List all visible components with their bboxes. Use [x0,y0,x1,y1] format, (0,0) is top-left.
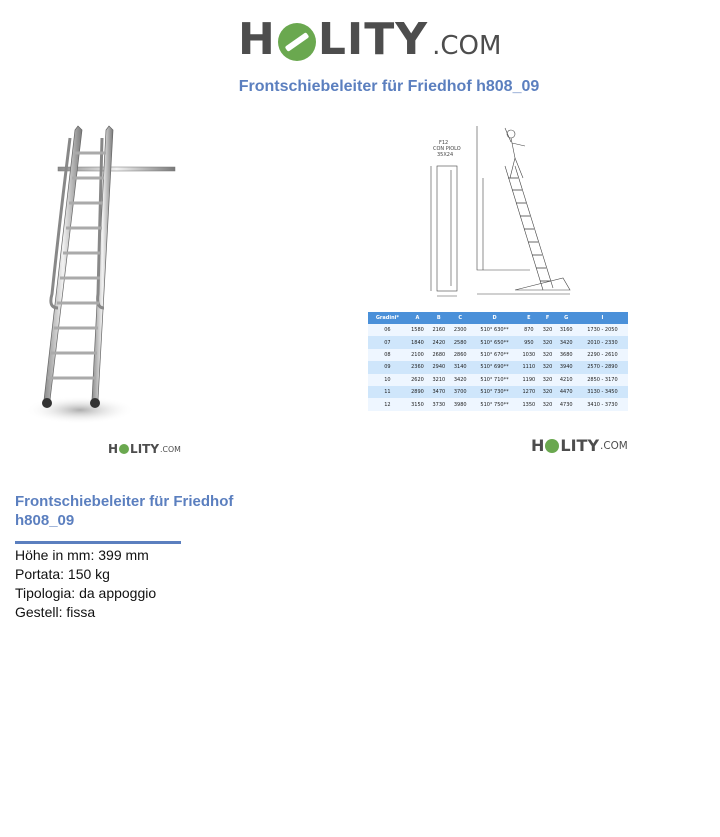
table-cell: 1580 [407,324,428,336]
table-cell: 510° 670** [471,349,518,361]
table-cell: 510° 650** [471,336,518,348]
table-cell: 510° 690** [471,361,518,373]
holity-logo[interactable] [238,12,501,68]
table-cell: 2360 [407,361,428,373]
table-cell: 09 [368,361,407,373]
spec-capacity: Portata: 150 kg [15,566,110,582]
spec-type: Tipologia: da appoggio [15,585,157,601]
table-cell: 510° 630** [471,324,518,336]
page-title: Frontschiebeleiter für Friedhof h808_09 [238,78,540,95]
spec-height: Höhe in mm: 399 mm [15,547,149,563]
table-cell: 320 [540,361,556,373]
table-header-row [368,312,628,324]
table-header-cell: Gradini* [368,312,407,324]
table-cell: 320 [540,374,556,386]
table-cell: 950 [518,336,539,348]
table-cell: 2300 [450,324,471,336]
table-cell: 2010 - 2330 [577,336,628,348]
table-cell: 510° 710** [471,374,518,386]
logo-o-icon [278,23,316,61]
table-row [368,324,628,336]
table-row [368,386,628,398]
logo-suffix: .COM [432,31,502,61]
table-cell: 510° 730** [471,386,518,398]
table-row [368,374,628,386]
ladder-photo [20,118,200,433]
table-cell: 320 [540,336,556,348]
table-cell: 1270 [518,386,539,398]
table-header-cell: A [407,312,428,324]
table-cell: 1190 [518,374,539,386]
table-row [368,336,628,348]
table-header-cell: C [450,312,471,324]
spec-frame: Gestell: fissa [15,604,96,620]
table-row [368,361,628,373]
table-cell: 510° 750** [471,398,518,410]
table-header-cell: B [428,312,449,324]
table-cell: 2940 [428,361,449,373]
drawing-label-1: F12 [439,140,449,146]
table-cell: 3420 [556,336,577,348]
table-header-cell: G [556,312,577,324]
table-cell: 07 [368,336,407,348]
table-cell: 320 [540,386,556,398]
table-cell: 2290 - 2610 [577,349,628,361]
table-cell: 3150 [407,398,428,410]
table-row [368,398,628,410]
table-cell: 2620 [407,374,428,386]
table-cell: 1730 - 2050 [577,324,628,336]
table-cell: 3140 [450,361,471,373]
table-cell: 2160 [428,324,449,336]
table-cell: 2580 [450,336,471,348]
small-logo-right: H LITY .COM [531,436,628,455]
drawing-label-3: 35X24 [437,152,454,158]
table-cell: 4730 [556,398,577,410]
title-divider [15,541,181,544]
table-cell: 1840 [407,336,428,348]
table-row [368,349,628,361]
small-logo-left: H LITY .COM [108,442,181,456]
table-cell: 2860 [450,349,471,361]
product-title: Frontschiebeleiter für Friedhof h808_09 [15,493,234,529]
table-cell: 2100 [407,349,428,361]
table-cell: 06 [368,324,407,336]
table-cell: 2850 - 3170 [577,374,628,386]
table-cell: 2890 [407,386,428,398]
drawing-label-2: CON PIOLO [433,146,461,152]
table-cell: 1110 [518,361,539,373]
table-header-cell: I [577,312,628,324]
table-header-cell: D [471,312,518,324]
table-cell: 3700 [450,386,471,398]
table-cell: 2680 [428,349,449,361]
table-cell: 320 [540,398,556,410]
table-cell: 3680 [556,349,577,361]
table-cell: 3160 [556,324,577,336]
table-cell: 2570 - 2890 [577,361,628,373]
table-cell: 2420 [428,336,449,348]
table-cell: 3470 [428,386,449,398]
logo-wordmark: H LITY [238,14,429,65]
table-cell: 10 [368,374,407,386]
table-cell: 3940 [556,361,577,373]
dimension-table [368,312,628,411]
table-cell: 3410 - 3730 [577,398,628,410]
table-cell: 3130 - 3450 [577,386,628,398]
table-cell: 320 [540,349,556,361]
table-header-cell: F [540,312,556,324]
table-cell: 870 [518,324,539,336]
logo-o-icon [545,439,559,453]
product-specs [15,546,156,622]
table-cell: 4470 [556,386,577,398]
table-cell: 4210 [556,374,577,386]
table-cell: 11 [368,386,407,398]
table-cell: 08 [368,349,407,361]
table-cell: 1030 [518,349,539,361]
table-cell: 12 [368,398,407,410]
table-cell: 3210 [428,374,449,386]
table-cell: 1350 [518,398,539,410]
table-header-cell: E [518,312,539,324]
table-cell: 3420 [450,374,471,386]
table-cell: 3980 [450,398,471,410]
table-cell: 3730 [428,398,449,410]
table-cell: 320 [540,324,556,336]
logo-o-icon [119,444,129,454]
